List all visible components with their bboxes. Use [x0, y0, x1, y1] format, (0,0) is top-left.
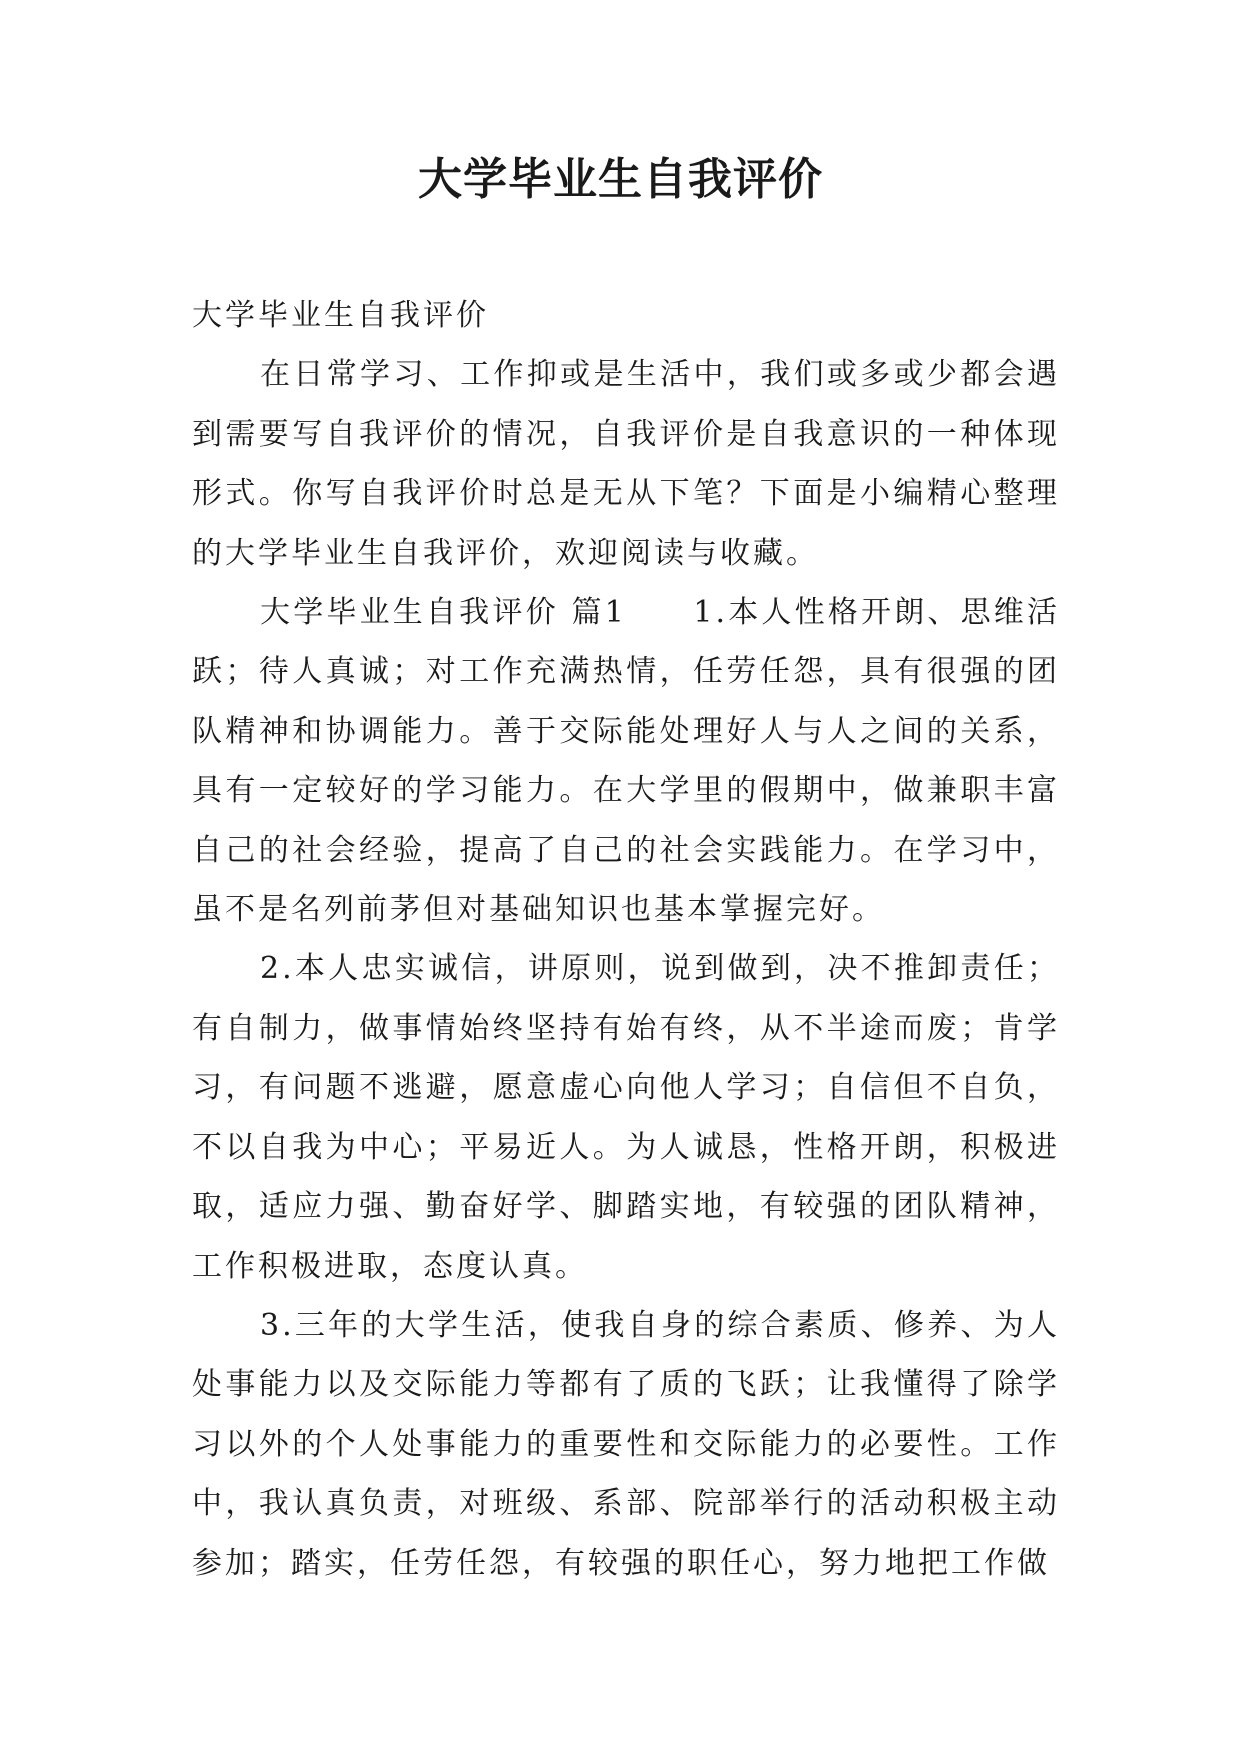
document-subtitle: 大学毕业生自我评价: [192, 298, 489, 333]
paragraph-section-2: 2.本人忠实诚信，讲原则，说到做到，决不推卸责任；有自制力，做事情始终坚持有始有终，从不半途而废；肯学习，有问题不逃避，愿意虚心向他人学习；自信但不自负，不以自我为中心；平易近人。为人诚恳，性格开朗，积极进取，适应力强、勤奋好学、脚踏实地，有较强的团队精神，工作积极进取，态度认真。: [192, 951, 1060, 1284]
document-body: [192, 286, 1060, 1593]
paragraph-section-3: 3.三年的大学生活，使我自身的综合素质、修养、为人处事能力以及交际能力等都有了质的飞跃；让我懂得了除学习以外的个人处事能力的重要性和交际能力的必要性。工作中，我认真负责，对班级、系部、院部举行的活动积极主动参加；踏实，任劳任怨，有较强的职任心，努力地把工作做: [192, 1307, 1060, 1581]
paragraph-intro: 在日常学习、工作抑或是生活中，我们或多或少都会遇到需要写自我评价的情况，自我评价是自我意识的一种体现形式。你写自我评价时总是无从下笔？下面是小编精心整理的大学毕业生自我评价，欢迎阅读与收藏。: [192, 357, 1060, 571]
document-title: 大学毕业生自我评价: [418, 154, 823, 205]
paragraph-section-1: 大学毕业生自我评价 篇1 1.本人性格开朗、思维活跃；待人真诚；对工作充满热情，任劳任怨，具有很强的团队精神和协调能力。善于交际能处理好人与人之间的关系，具有一定较好的学习能力。在大学里的假期中，做兼职丰富自己的社会经验，提高了自己的社会实践能力。在学习中，虽不是名列前茅但对基础知识也基本掌握完好。: [192, 595, 1060, 928]
